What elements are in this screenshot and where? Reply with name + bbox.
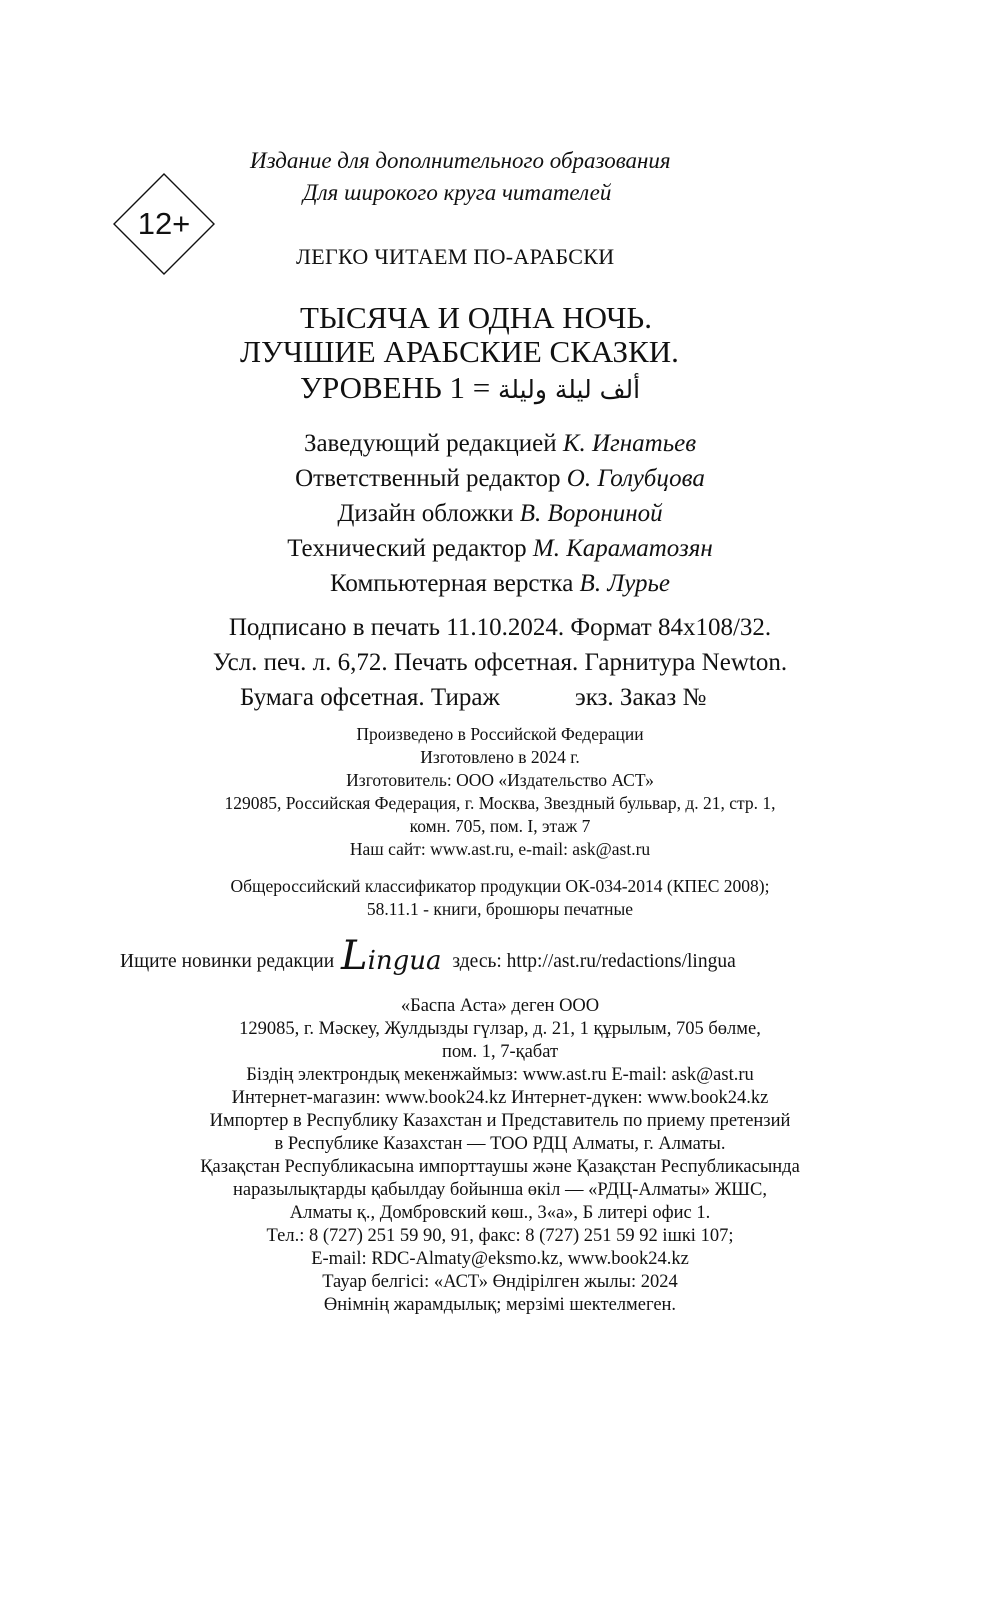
importer-line: E-mail: RDC-Almaty@eksmo.kz, www.book24.kz — [311, 1249, 689, 1269]
title-level: УРОВЕНЬ 1 = — [300, 370, 491, 405]
production-line: Изготовитель: ООО «Издательство АСТ» — [346, 770, 654, 790]
importer-line: наразылықтарды қабылдау бойынша өкіл — «РДЦ-Алматы» ЖШС, — [233, 1180, 767, 1200]
age-rating-text: 12+ — [137, 206, 191, 241]
credit-line — [0, 535, 1000, 563]
classifier-line: 58.11.1 - книги, брошюры печатные — [366, 899, 634, 919]
credit-role: Ответственный редактор — [295, 465, 561, 492]
importer-line: Біздің электрондық мекенжаймыз: www.ast.ru E-mail: ask@ast.ru — [246, 1065, 754, 1085]
production-line: Произведено в Российской Федерации — [356, 724, 644, 744]
production-line: Изготовлено в 2024 г. — [420, 747, 580, 767]
credit-line — [0, 430, 1000, 458]
title-line-3 — [300, 370, 640, 406]
credit-line — [0, 500, 1000, 528]
importer-line: Алматы қ., Домбровский көш., 3«а», Б литері офис 1. — [289, 1203, 711, 1223]
print-info-line-1: Подписано в печать 11.10.2024. Формат 84х108/32. — [228, 614, 772, 641]
importer-line: в Республике Казахстан — ТОО РДЦ Алматы, г. Алматы. — [274, 1134, 726, 1154]
credit-role: Дизайн обложки — [337, 500, 514, 527]
credit-role: Заведующий редакцией — [303, 430, 557, 457]
credit-role: Технический редактор — [287, 535, 527, 562]
title-line-2: ЛУЧШИЕ АРАБСКИЕ СКАЗКИ. — [240, 334, 679, 369]
production-line: комн. 705, пом. I, этаж 7 — [409, 816, 591, 836]
credit-person: М. Караматозян — [532, 535, 713, 562]
credit-person: В. Лурье — [579, 570, 670, 597]
audience-line-1: Издание для дополнительного образования — [250, 148, 671, 173]
credit-person: К. Игнатьев — [562, 430, 697, 457]
importer-line: 129085, г. Мәскеу, Жулдызды гүлзар, д. 21, 1 құрылым, 705 бөлме, — [239, 1019, 761, 1039]
lingua-promo-text: Ищите новинки редакции — [120, 951, 335, 972]
importer-line: Өнімнің жарамдылық; мерзімі шектелмеген. — [323, 1295, 677, 1315]
credit-person: О. Голубцова — [566, 465, 705, 492]
importer-line: Қазақстан Республикасына импорттаушы және Қазақстан Республикасында — [200, 1157, 800, 1177]
importer-line: Тел.: 8 (727) 251 59 90, 91, факс: 8 (727) 251 59 92 ішкі 107; — [266, 1226, 734, 1246]
lingua-url-link[interactable]: http://ast.ru/redactions/lingua — [506, 951, 736, 972]
print-info-line-3a: Бумага офсетная. Тираж — [240, 684, 500, 711]
credit-line — [0, 570, 1000, 598]
production-line: Наш сайт: www.ast.ru, e-mail: ask@ast.ru — [349, 839, 651, 859]
credit-line — [0, 465, 1000, 493]
lingua-here-text: здесь: — [452, 951, 502, 972]
importer-line: Импортер в Республику Казахстан и Представитель по приему претензий — [209, 1111, 791, 1131]
print-info-line-2: Усл. печ. л. 6,72. Печать офсетная. Гарнитура Newton. — [212, 649, 788, 676]
production-line: 129085, Российская Федерация, г. Москва, Звездный бульвар, д. 21, стр. 1, — [224, 793, 776, 813]
age-rating-badge — [112, 172, 216, 276]
importer-line: Тауар белгісі: «АСТ» Өндірілген жылы: 2024 — [322, 1272, 678, 1292]
credit-person: В. Ворониной — [519, 500, 663, 527]
importer-line: Интернет-магазин: www.book24.kz Интернет-дүкен: www.book24.kz — [231, 1088, 769, 1108]
title-line-1: ТЫСЯЧА И ОДНА НОЧЬ. — [300, 300, 652, 335]
classifier-line: Общероссийский классификатор продукции ОК-034-2014 (КПЕС 2008); — [230, 876, 770, 896]
credit-role: Компьютерная верстка — [330, 570, 574, 597]
print-info-line-3b: экз. Заказ № — [575, 684, 707, 711]
title-arabic: ألف ليلة وليلة — [498, 375, 641, 404]
importer-line: пом. 1, 7-қабат — [441, 1042, 559, 1062]
audience-line-2: Для широкого круга читателей — [303, 180, 612, 205]
series-name: ЛЕГКО ЧИТАЕМ ПО-АРАБСКИ — [296, 244, 615, 269]
lingua-logo: Lingua — [341, 933, 442, 979]
importer-line: «Баспа Аста» деген ООО — [400, 996, 600, 1016]
lingua-promo-line — [120, 933, 736, 979]
